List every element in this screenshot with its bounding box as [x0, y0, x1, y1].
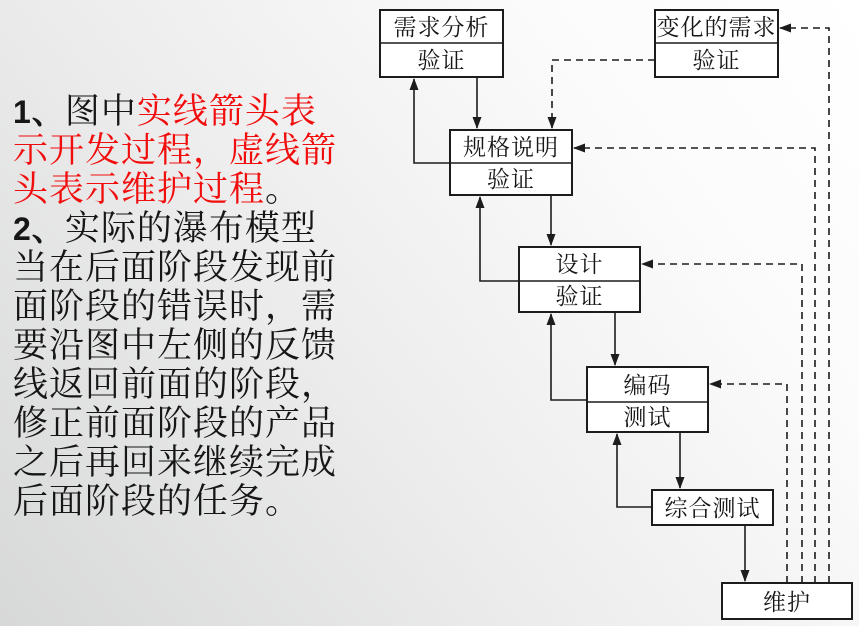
notes-text-black: 后面阶段的任务。: [13, 482, 302, 521]
box-integration-test-title: 综合测试: [664, 496, 761, 521]
box-specification-subtitle: 验证: [487, 167, 535, 192]
box-changed-requirements: [655, 10, 778, 77]
list-number-2: 2、: [13, 211, 65, 247]
feedback-integration-to-coding: [617, 434, 652, 507]
box-integration-test: [652, 490, 773, 525]
box-changed-requirements-subtitle: 验证: [692, 48, 741, 73]
box-changed-requirements-title: 变化的需求: [656, 15, 777, 40]
list-number-1: 1、: [13, 94, 65, 130]
feedback-design-to-specification: [480, 197, 519, 281]
box-specification: [450, 130, 572, 195]
notes-text-black: 之后再回来继续完成: [13, 443, 338, 482]
feedback-specification-to-requirements: [414, 79, 450, 163]
box-specification-title: 规格说明: [463, 135, 559, 160]
box-coding-subtitle: 测试: [623, 405, 672, 430]
box-requirements-subtitle: 验证: [417, 48, 466, 73]
notes-text-red: 头表示维护过程: [13, 170, 266, 209]
box-coding: [587, 367, 708, 432]
notes-text-black: 修正前面阶段的产品: [13, 404, 338, 443]
box-maintenance-title: 维护: [763, 590, 811, 615]
box-maintenance: [722, 583, 852, 619]
box-coding-title: 编码: [623, 373, 672, 398]
box-design-title: 设计: [555, 252, 604, 277]
dashed-maintenance-to-coding: [710, 384, 787, 583]
box-requirements: [380, 10, 503, 77]
notes-text-black: 实际的瀑布模型: [64, 209, 317, 248]
notes-text-black: 要沿图中左侧的反馈: [13, 326, 338, 365]
notes-text-black: 面阶段的错误时，需: [13, 287, 338, 326]
notes-text-black: 线返回前面的阶段，: [13, 365, 338, 404]
notes-text-red: 示开发过程，虚线箭: [13, 131, 338, 170]
feedback-coding-to-design: [551, 314, 587, 400]
box-design: [519, 247, 640, 312]
notes-text-black: 。: [265, 170, 302, 209]
notes-text-red: 实线箭头表: [136, 92, 317, 131]
notes-text-black: 图中: [64, 92, 137, 131]
box-requirements-title: 需求分析: [393, 15, 490, 40]
notes-text-black: 当在后面阶段发现前: [13, 248, 338, 287]
dashed-changed-requirements-to-specification: [552, 60, 655, 128]
box-design-subtitle: 验证: [555, 284, 604, 309]
dashed-maintenance-to-changed-requirements: [780, 28, 829, 583]
